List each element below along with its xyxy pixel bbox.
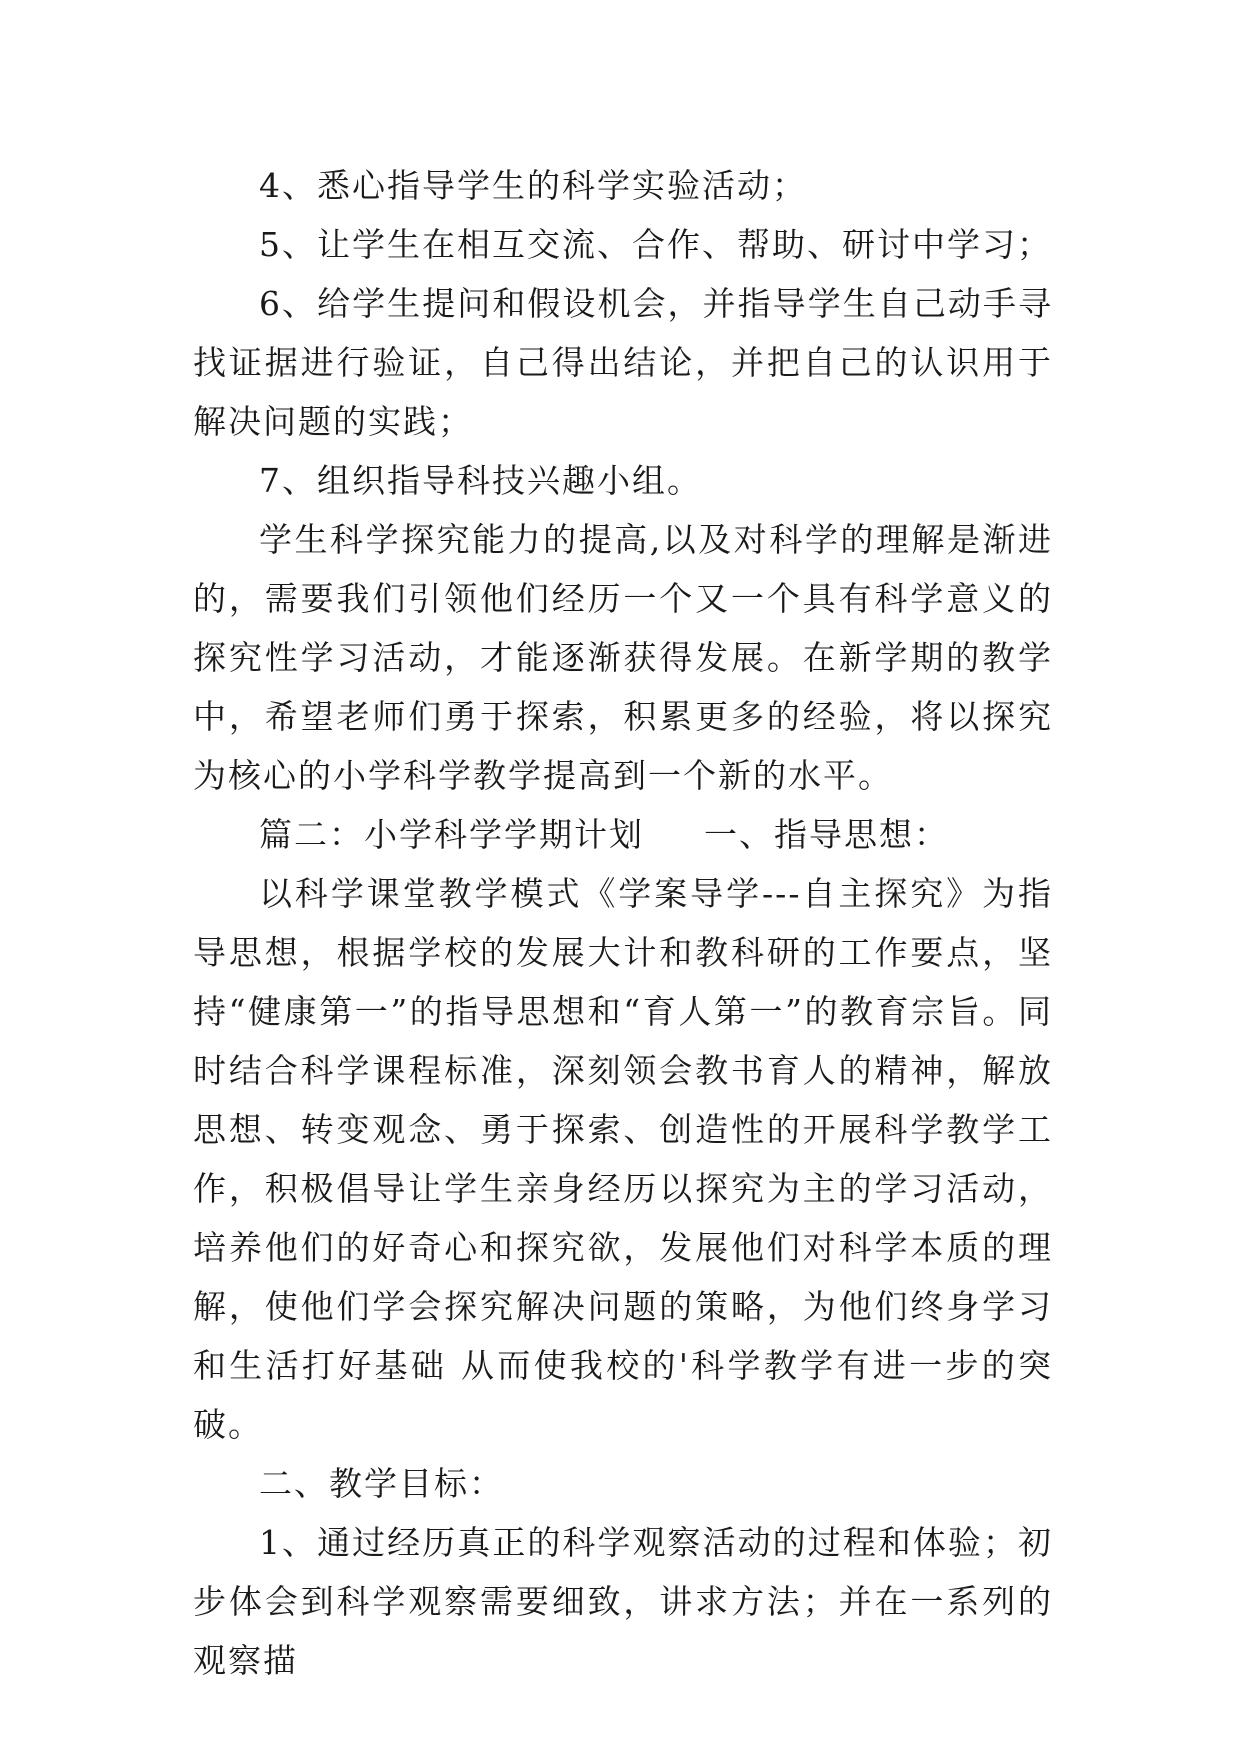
paragraph-item-7: 7、组织指导科技兴趣小组。 (259, 461, 702, 500)
paragraph-teaching-goals-heading: 二、教学目标： (259, 1464, 504, 1503)
section-title: 篇二：小学科学学期计划 (259, 815, 644, 854)
paragraph-summary: 学生科学探究能力的提高,以及对科学的理解是渐进的，需要我们引领他们经历一个又一个具有科学意义的探究性学习活动，才能逐渐获得发展。在新学期的教学中，希望老师们勇于探索，积累更多的经验，将以探究为核心的小学科学教学提高到一个新的水平。 (193, 520, 1053, 795)
paragraph-item-5: 5、让学生在相互交流、合作、帮助、研讨中学习； (259, 225, 1052, 264)
paragraph-item-4: 4、悉心指导学生的科学实验活动； (259, 166, 807, 205)
paragraph-goal-1: 1、通过经历真正的科学观察活动的过程和体验；初步体会到科学观察需要细致，讲求方法；并在一系列的观察描 (193, 1523, 1053, 1680)
paragraph-guiding-thought: 以科学课堂教学模式《学案导学---自主探究》为指导思想，根据学校的发展大计和教科研的工作要点，坚持“健康第一”的指导思想和“育人第一”的教育宗旨。同时结合科学课程标准，深刻领会教书育人的精神，解放思想、转变观念、勇于探索、创造性的开展科学教学工作，积极倡导让学生亲身经历以探究为主的学习活动，培养他们的好奇心和探究欲，发展他们对科学本质的理解，使他们学会探究解决问题的策略，为他们终身学习和生活打好基础 从而使我校的'科学教学有进一步的突破。 (193, 874, 1053, 1444)
section-heading (193, 805, 1053, 864)
paragraph-item-6: 6、给学生提问和假设机会，并指导学生自己动手寻找证据进行验证，自己得出结论，并把自己的认识用于解决问题的实践； (193, 284, 1053, 441)
document-body (193, 156, 1053, 1690)
section-subtitle: 一、指导思想： (704, 815, 949, 854)
